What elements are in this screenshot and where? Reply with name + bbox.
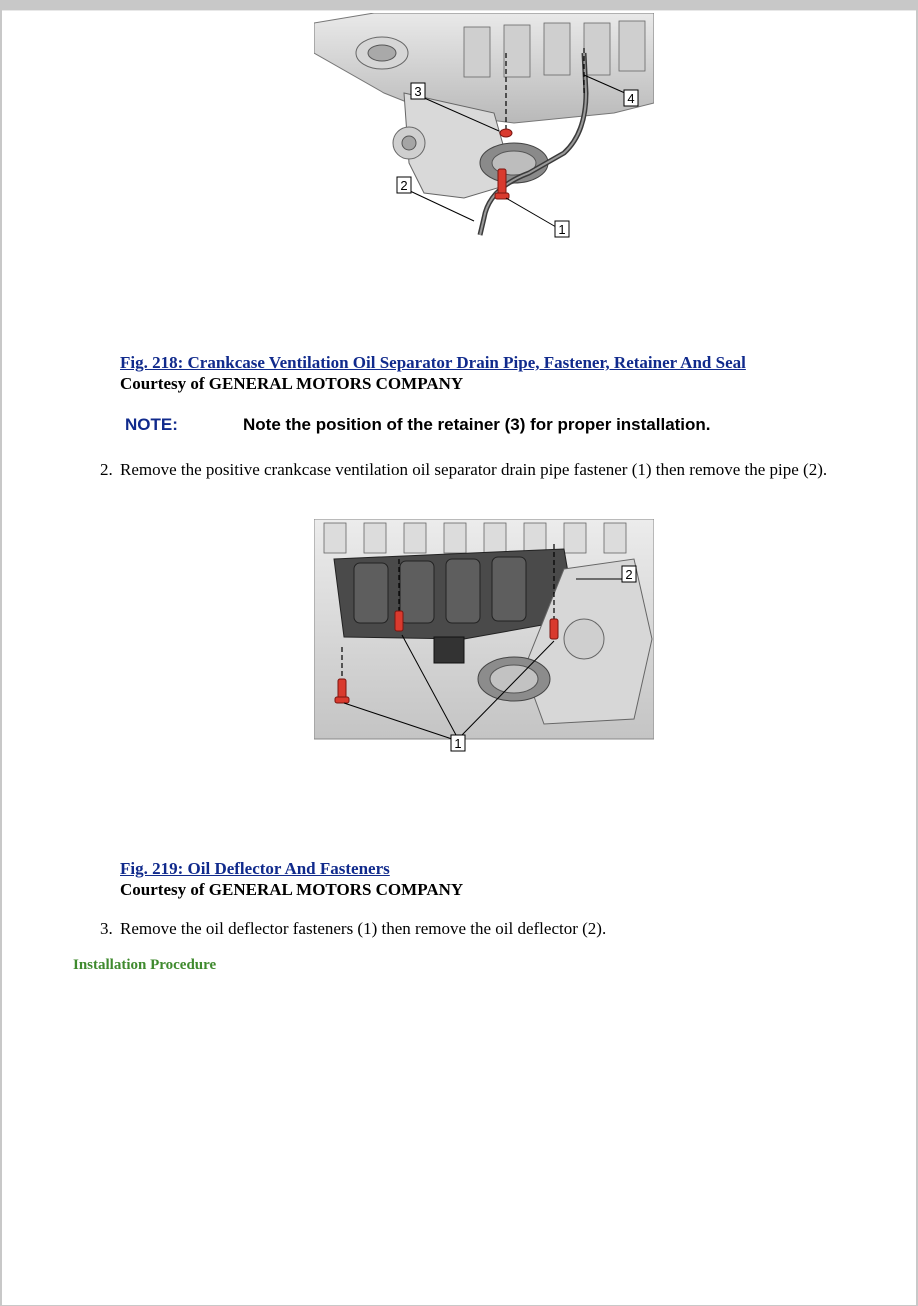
step-3 [100,918,830,939]
figure-219-courtesy: Courtesy of GENERAL MOTORS COMPANY [120,880,464,899]
step-text: Remove the positive crankcase ventilation oil separator drain pipe fastener (1) then remove the pipe (2). [120,460,828,479]
callout-4: 4 [627,91,635,106]
callout-2: 2 [625,567,633,582]
step-text: Remove the oil deflector fasteners (1) then remove the oil deflector (2). [120,919,607,938]
note-label: NOTE: [125,415,178,434]
step-number: 3. [100,919,113,938]
figure-218-illustration [314,13,654,241]
note-block [125,415,711,435]
figure-218-courtesy: Courtesy of GENERAL MOTORS COMPANY [120,374,464,393]
installation-procedure-heading: Installation Procedure [73,957,217,973]
figure-218-link[interactable]: Fig. 218: Crankcase Ventilation Oil Separator Drain Pipe, Fastener, Retainer And Seal [120,353,746,372]
figure-219-caption [120,858,463,900]
step-2 [100,459,830,480]
note-text: Note the position of the retainer (3) for proper installation. [243,415,711,434]
step-number: 2. [100,460,113,479]
callout-1: 1 [558,222,566,237]
document-page [2,10,916,1305]
figure-218-caption [120,352,746,394]
callout-3: 3 [414,84,422,99]
figure-219-link[interactable]: Fig. 219: Oil Deflector And Fasteners [120,859,390,878]
callout-2: 2 [400,178,408,193]
figure-219-illustration [314,519,654,763]
callout-1: 1 [454,736,462,751]
